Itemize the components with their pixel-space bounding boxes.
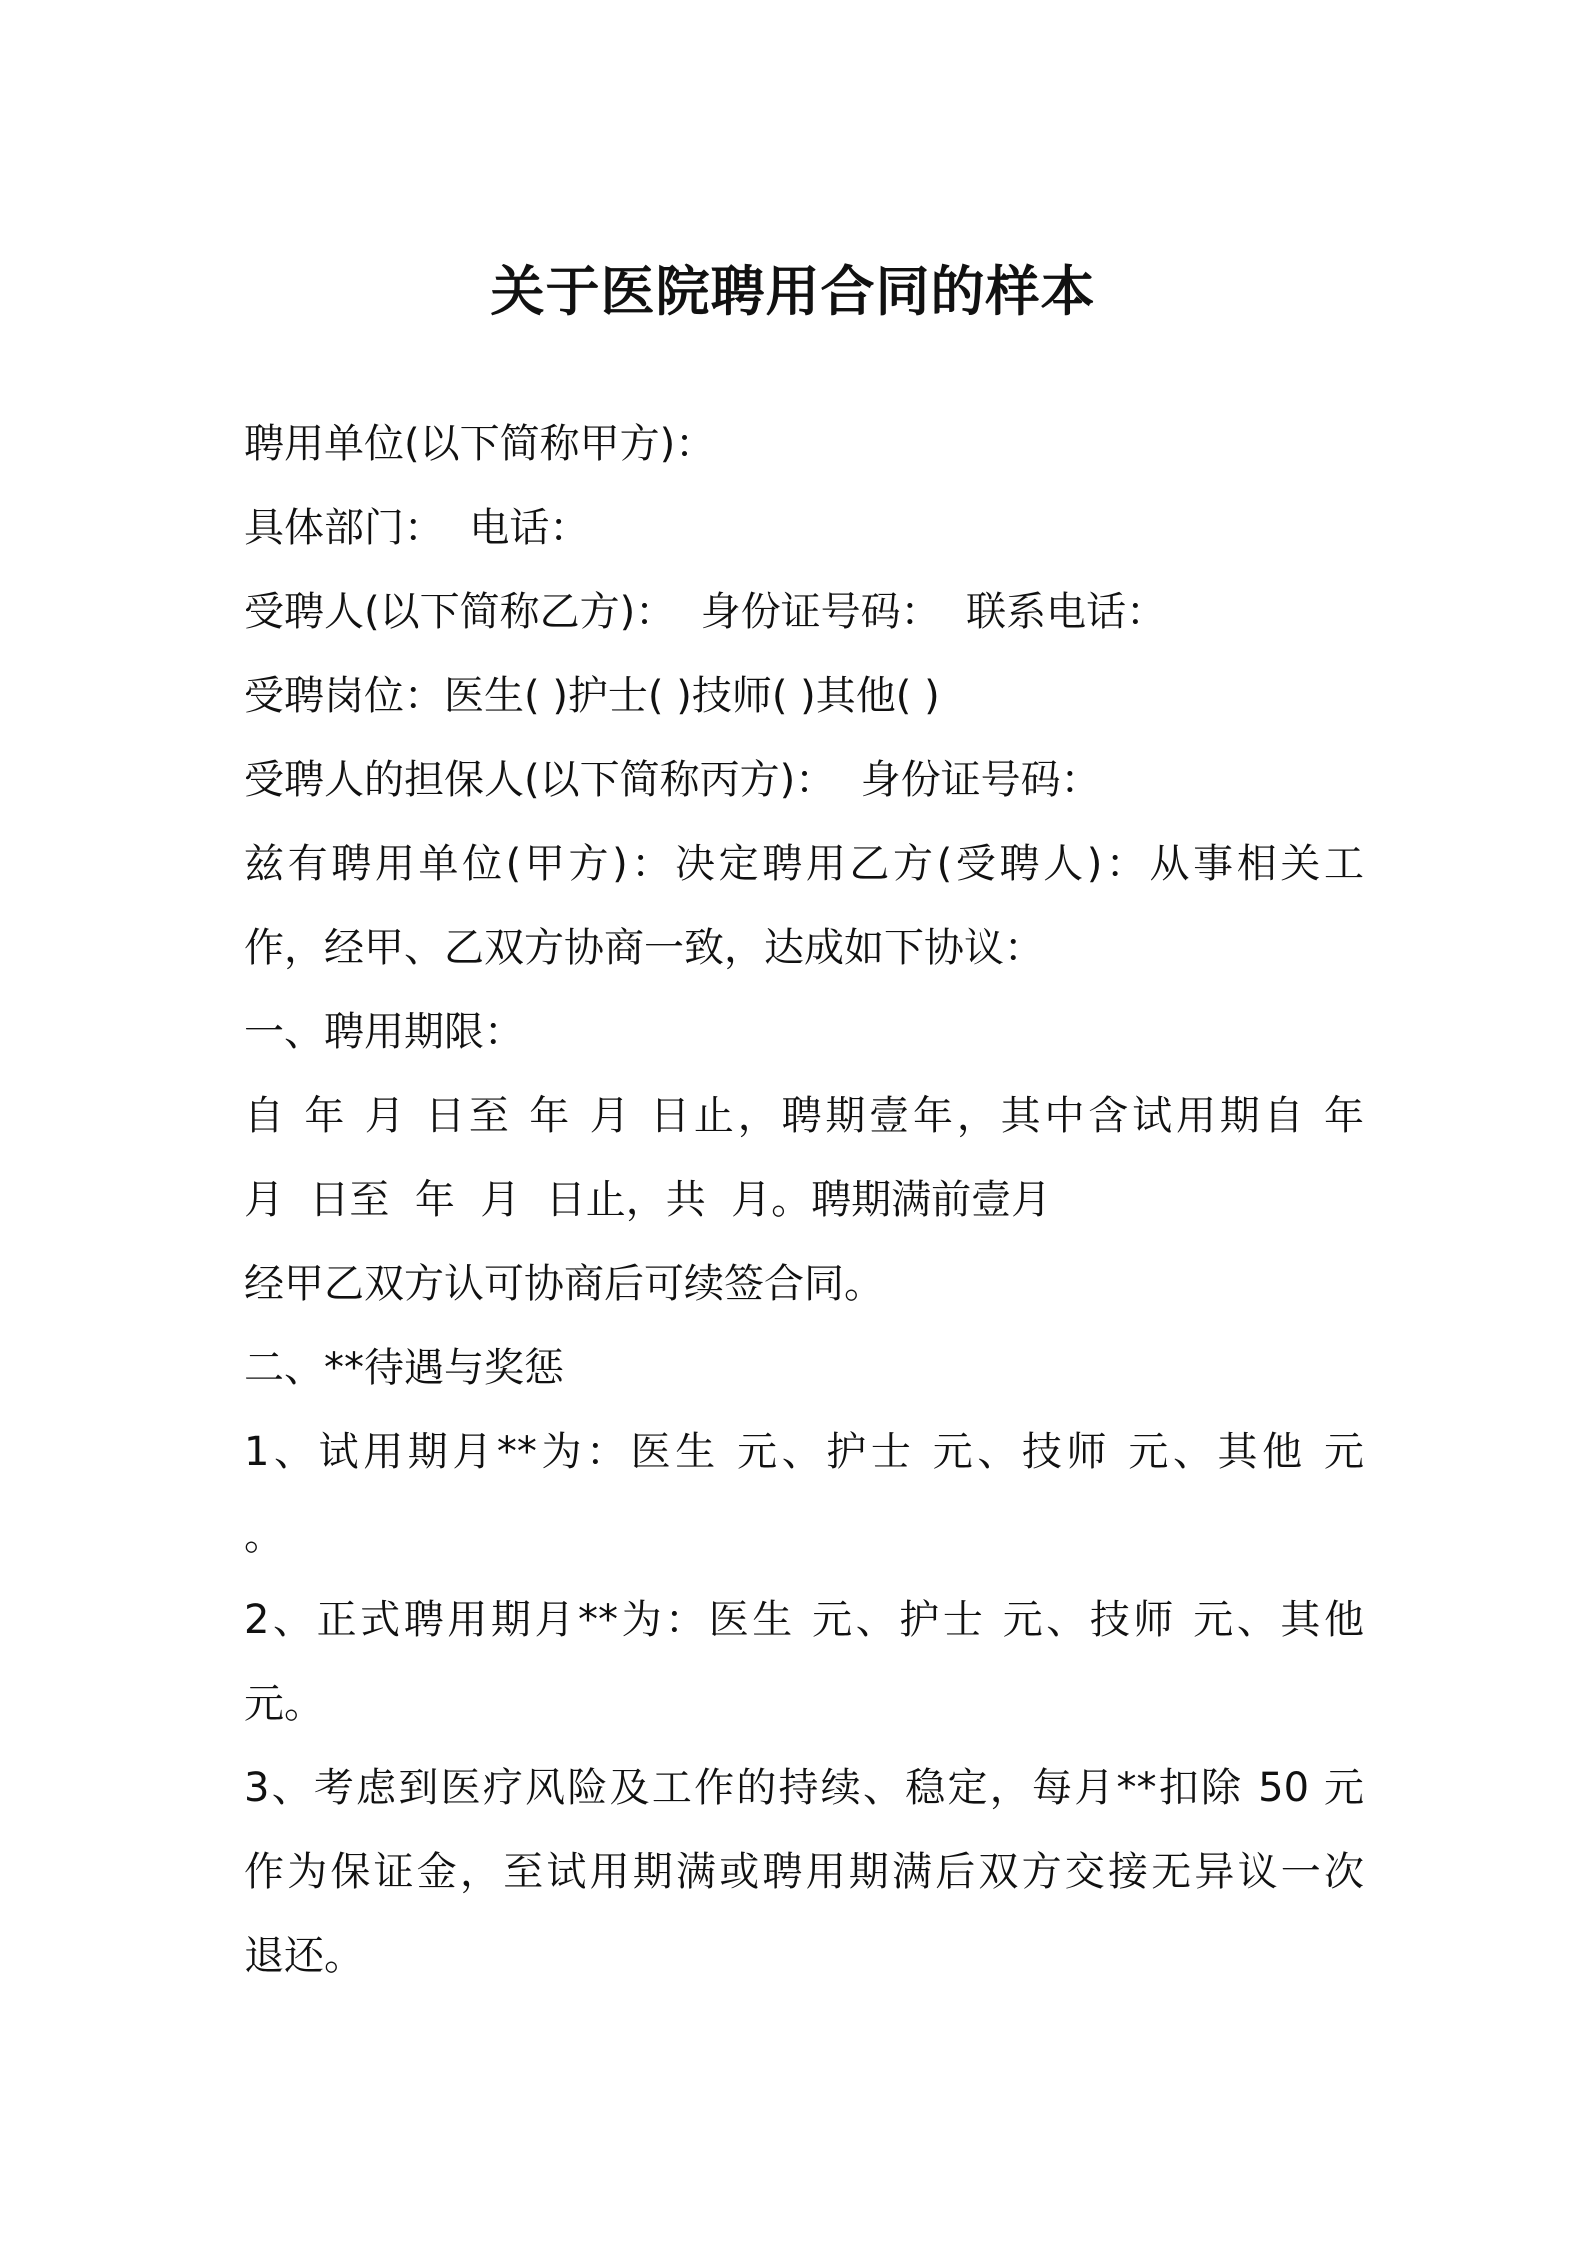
paragraph-position: 受聘岗位：医生( )护士( )技师( )其他( ) [244, 673, 940, 719]
paragraph-pay-3-line-2: 作为保证金，至试用期满或聘用期满后双方交接无异议一次 [244, 1849, 1364, 1895]
section-heading-pay: 二、**待遇与奖惩 [244, 1345, 564, 1391]
paragraph-term-line-3: 经甲乙双方认可协商后可续签合同。 [244, 1261, 884, 1307]
paragraph-term-line-2: 月 日至 年 月 日止，共 月。聘期满前壹月 [244, 1177, 1052, 1223]
paragraph-intro-line-1: 兹有聘用单位(甲方)：决定聘用乙方(受聘人)：从事相关工 [244, 841, 1364, 887]
paragraph-pay-1-line-2: 。 [244, 1513, 284, 1559]
paragraph-employer: 聘用单位(以下简称甲方)： [244, 421, 716, 467]
paragraph-guarantor: 受聘人的担保人(以下简称丙方)： 身份证号码： [244, 757, 1101, 803]
section-heading-term: 一、聘用期限： [244, 1009, 524, 1055]
paragraph-intro-line-2: 作，经甲、乙双方协商一致，达成如下协议： [244, 925, 1044, 971]
paragraph-pay-1-line-1: 1、试用期月**为：医生 元、护士 元、技师 元、其他 元 [244, 1429, 1364, 1475]
paragraph-pay-2-line-1: 2、正式聘用期月**为：医生 元、护士 元、技师 元、其他 [244, 1597, 1364, 1643]
paragraph-term-line-1: 自 年 月 日至 年 月 日止，聘期壹年，其中含试用期自 年 [244, 1093, 1364, 1139]
paragraph-pay-3-line-3: 退还。 [244, 1933, 364, 1979]
paragraph-department: 具体部门： 电话： [244, 505, 590, 551]
document-title: 关于医院聘用合同的样本 [490, 260, 1096, 323]
paragraph-pay-2-line-2: 元。 [244, 1681, 324, 1727]
document-body [244, 402, 1364, 1998]
paragraph-pay-3-line-1: 3、考虑到医疗风险及工作的持续、稳定，每月**扣除 50 元 [244, 1765, 1364, 1811]
paragraph-employee: 受聘人(以下简称乙方)： 身份证号码： 联系电话： [244, 589, 1167, 635]
